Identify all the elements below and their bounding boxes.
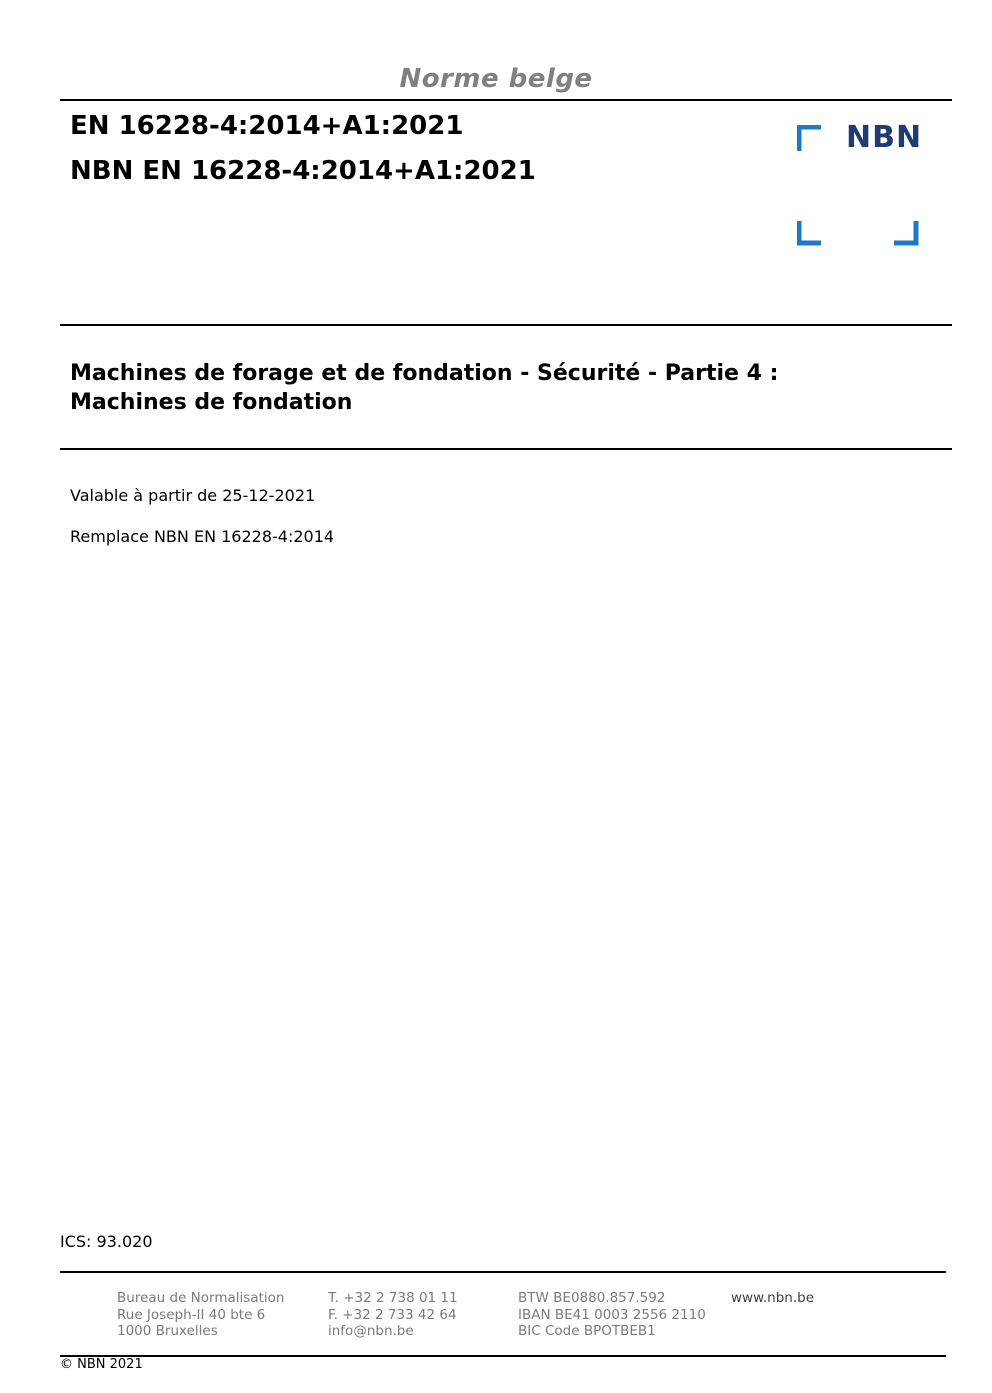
replaces-text: Remplace NBN EN 16228-4:2014	[70, 527, 335, 546]
valid-from-text: Valable à partir de 25-12-2021	[70, 486, 316, 505]
header-divider	[60, 99, 952, 101]
footer-email-link[interactable]: info@nbn.be	[328, 1323, 414, 1339]
footer-phone: T. +32 2 738 01 11	[328, 1290, 458, 1306]
footer-address-line: Rue Joseph-II 40 bte 6	[117, 1306, 266, 1323]
footer-top-divider	[60, 1271, 946, 1273]
document-title-line-2: Machines de fondation	[70, 390, 353, 415]
ics-code: ICS: 93.020	[60, 1232, 153, 1251]
footer-bottom-divider	[60, 1355, 946, 1357]
copyright-text: © NBN 2021	[60, 1357, 143, 1372]
footer-iban: IBAN BE41 0003 2556 2110	[518, 1306, 706, 1323]
standard-code-nbn: NBN EN 16228-4:2014+A1:2021	[70, 156, 536, 186]
footer-address-line: 1000 Bruxelles	[117, 1323, 218, 1339]
footer-contact	[328, 1290, 458, 1340]
footer-bank-details	[518, 1290, 706, 1340]
document-title-line-1: Machines de forage et de fondation - Sécurité - Partie 4 :	[70, 361, 779, 386]
document-type-label: Norme belge	[399, 64, 593, 94]
standard-code-en: EN 16228-4:2014+A1:2021	[70, 111, 464, 141]
nbn-logo-text: NBN	[846, 120, 923, 155]
footer-bic: BIC Code BPOTBEB1	[518, 1323, 656, 1339]
title-top-divider	[60, 324, 952, 326]
footer-fax: F. +32 2 733 42 64	[328, 1306, 457, 1323]
footer-website	[731, 1290, 814, 1307]
footer-address	[117, 1290, 284, 1340]
footer-website-link[interactable]: www.nbn.be	[731, 1290, 815, 1306]
footer-vat: BTW BE0880.857.592	[518, 1290, 666, 1306]
footer-address-line: Bureau de Normalisation	[117, 1290, 285, 1306]
title-bottom-divider	[60, 448, 952, 450]
